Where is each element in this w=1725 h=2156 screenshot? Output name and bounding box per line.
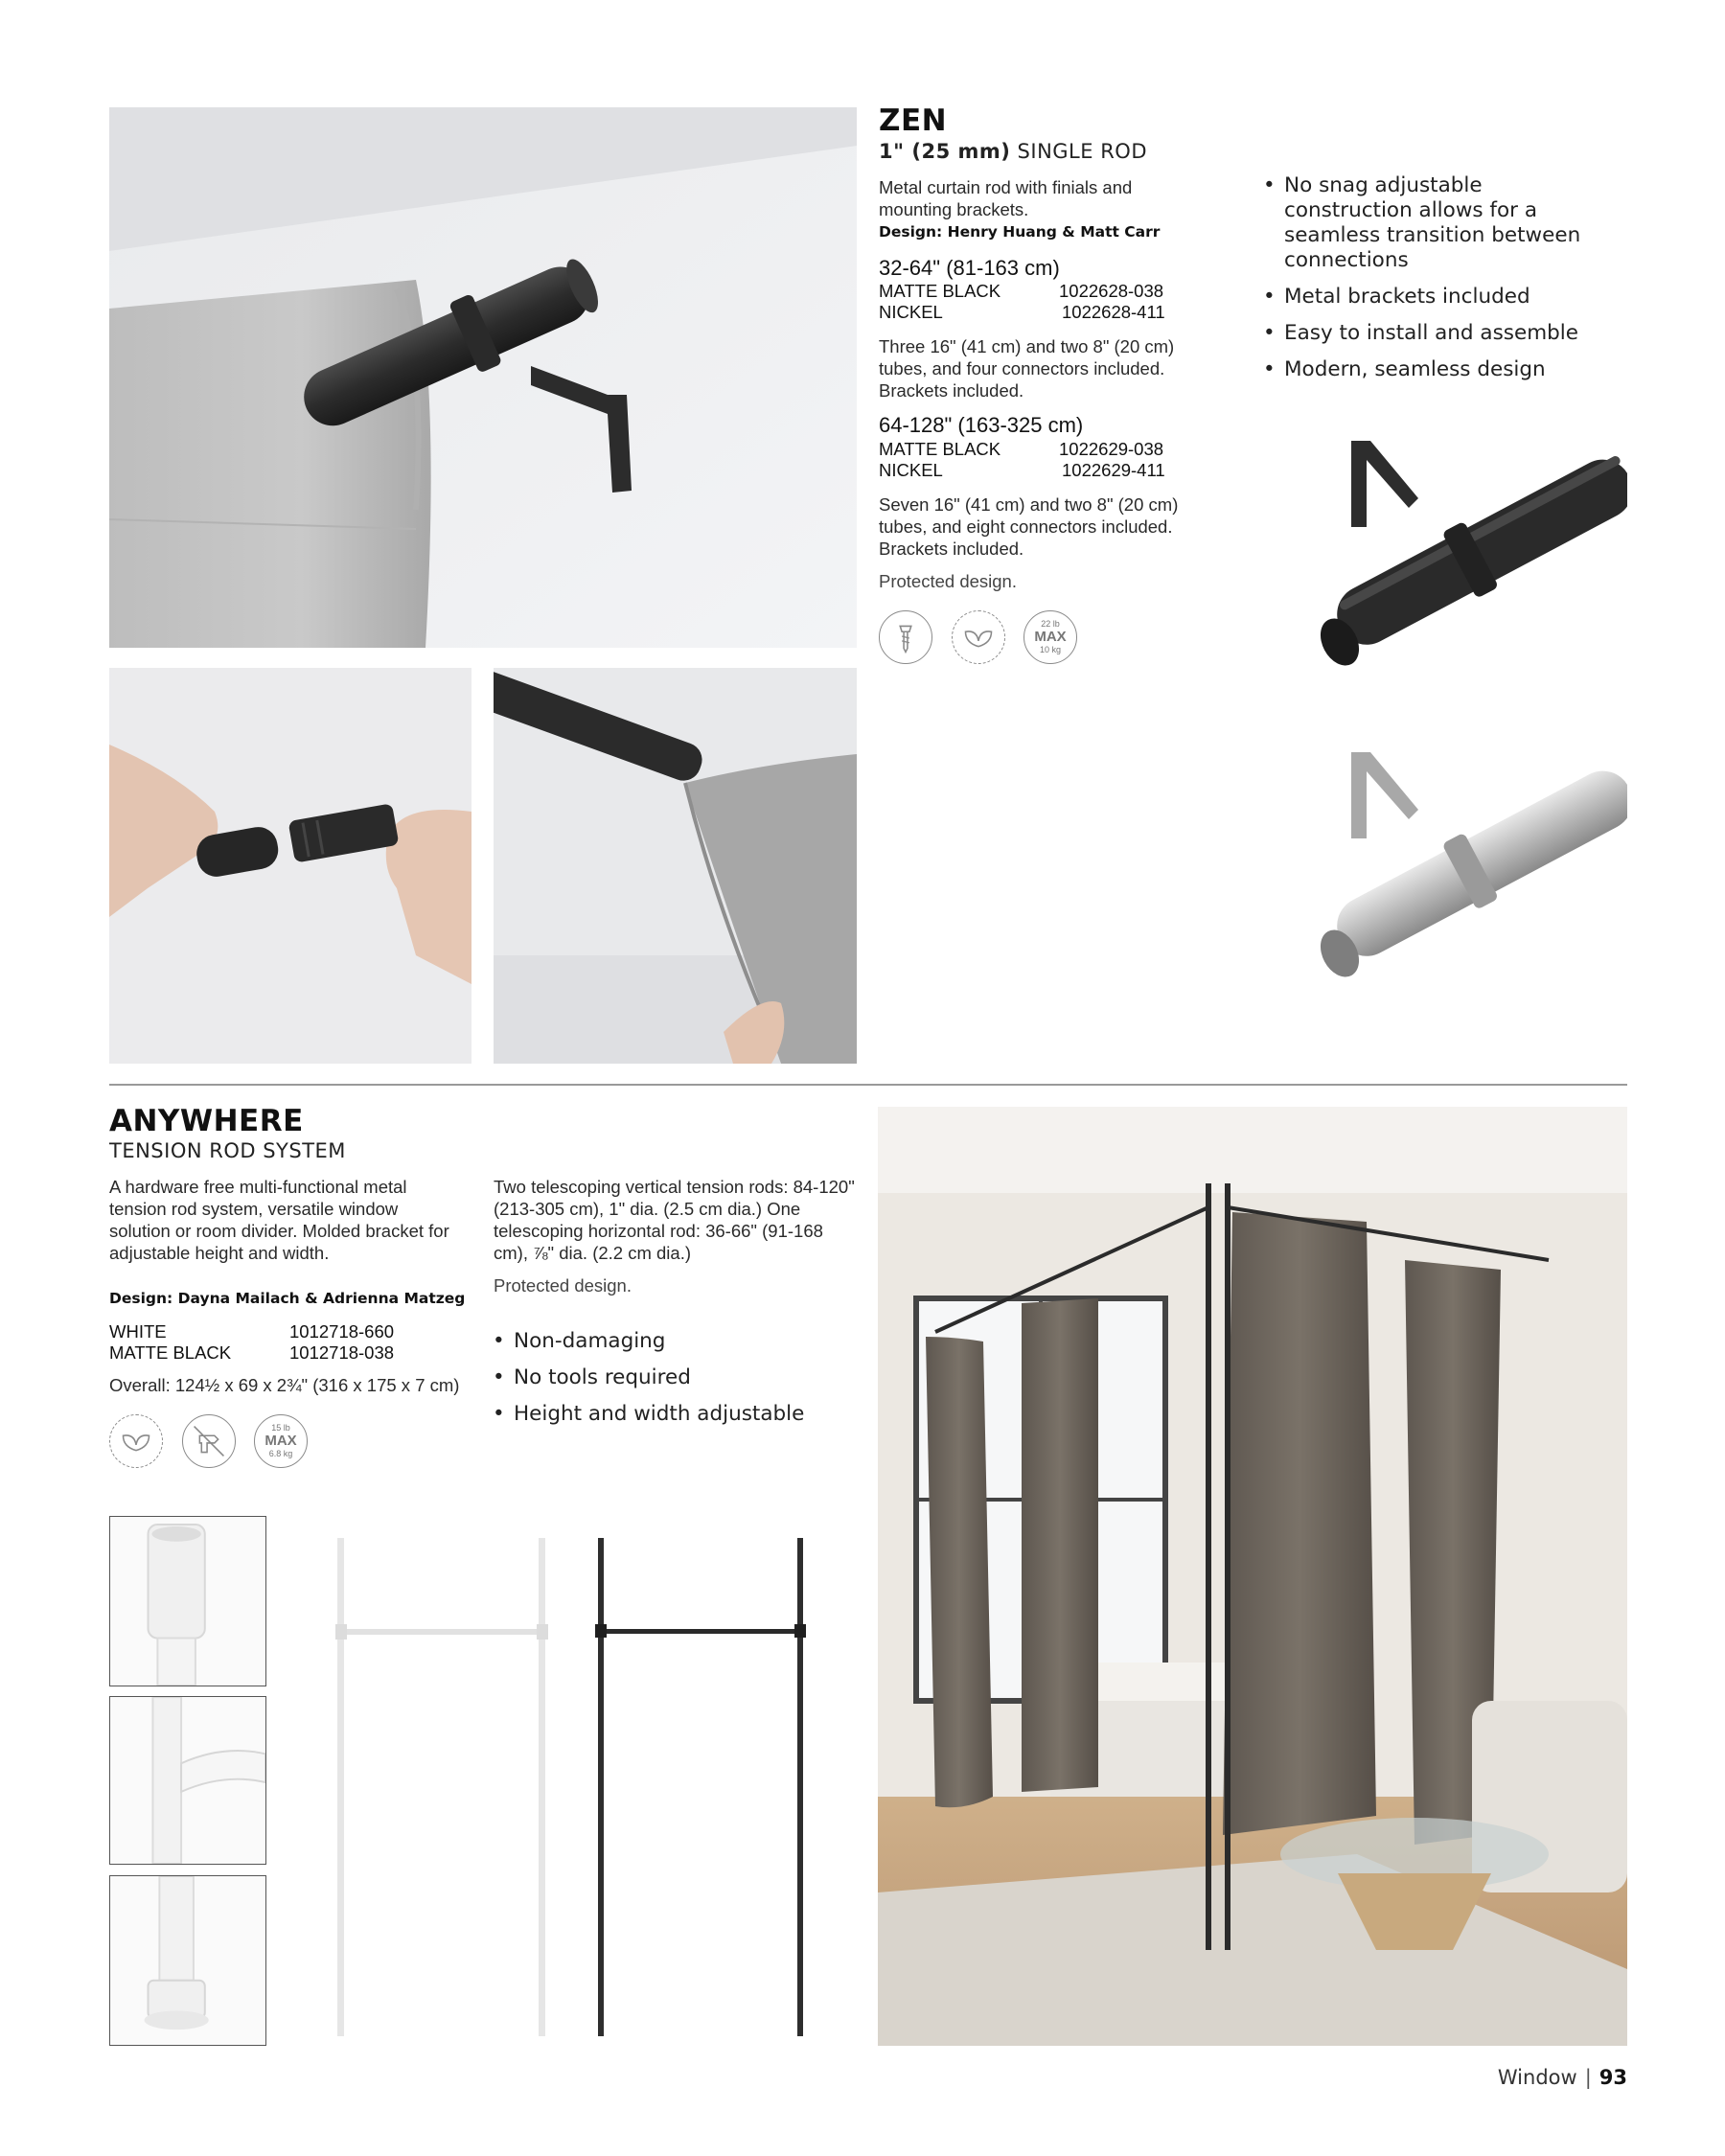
sku-row — [879, 460, 1185, 481]
sku-code: 1022629-411 — [1062, 460, 1165, 480]
zen-features-list — [1261, 173, 1616, 394]
zen-size-1: 32-64" (81-163 cm) — [879, 256, 1060, 280]
footer-separator: | — [1584, 2066, 1592, 2089]
zen-connector-photo — [109, 668, 472, 1064]
anywhere-room-photo — [878, 1107, 1627, 2046]
eco-leaf-icon — [109, 1414, 163, 1468]
sku-row — [879, 302, 1185, 323]
anywhere-title: ANYWHERE — [109, 1104, 304, 1138]
section-divider — [109, 1084, 1627, 1086]
sku-row — [879, 439, 1185, 460]
anywhere-white-frame-product — [326, 1538, 556, 2036]
zen-protected-note: Protected design. — [879, 571, 1017, 591]
list-item: • Easy to install and assemble — [1261, 321, 1616, 346]
sku-code: 1022628-411 — [1062, 302, 1165, 322]
zen-size-1-contents: Three 16" (41 cm) and two 8" (20 cm) tubes, and four connectors included. Brackets included. — [879, 336, 1175, 401]
zen-main-photo — [109, 107, 857, 648]
anywhere-protected-note: Protected design. — [494, 1275, 632, 1296]
sku-code: 1022628-038 — [1059, 281, 1164, 301]
anywhere-features-list — [491, 1329, 855, 1438]
zen-title: ZEN — [879, 103, 948, 138]
list-item: • Non-damaging — [491, 1329, 855, 1354]
anywhere-description: A hardware free multi-functional metal tension rod system, versatile window solution or room divider. Molded bracket for adjustable height and width. — [109, 1177, 449, 1263]
footer-section-name: Window — [1497, 2066, 1577, 2089]
max-weight-label: MAX — [1034, 629, 1067, 645]
anywhere-detail-foot — [109, 1875, 266, 2046]
anywhere-subtitle: TENSION ROD SYSTEM — [109, 1139, 346, 1162]
zen-nickel-product — [1284, 723, 1627, 982]
list-item: • No snag adjustable construction allows for a seamless transition between connections — [1261, 173, 1616, 273]
no-drill-icon — [182, 1414, 236, 1468]
sku-finish: NICKEL — [879, 302, 943, 322]
page-number: 93 — [1598, 2066, 1627, 2089]
sku-finish: MATTE BLACK — [879, 439, 1001, 459]
zen-description: Metal curtain rod with finials and mounting brackets. — [879, 177, 1133, 219]
sku-finish: MATTE BLACK — [109, 1342, 232, 1363]
anywhere-detail-cap — [109, 1516, 266, 1686]
zen-size-2: 64-128" (163-325 cm) — [879, 413, 1084, 437]
zen-curtain-photo — [494, 668, 857, 1064]
max-weight-lb: 15 lb — [271, 1423, 290, 1433]
max-weight-kg: 6.8 kg — [268, 1449, 293, 1458]
max-weight-icon — [254, 1414, 308, 1468]
sku-code: 1012718-660 — [289, 1321, 395, 1342]
page-footer — [1498, 2066, 1627, 2089]
max-weight-label: MAX — [264, 1433, 297, 1449]
list-item: • Modern, seamless design — [1261, 357, 1616, 382]
zen-size-2-skus — [879, 439, 1185, 481]
list-item: • Height and width adjustable — [491, 1402, 855, 1427]
anywhere-overall-dimensions: Overall: 124½ x 69 x 2¾" (316 x 175 x 7 cm) — [109, 1375, 460, 1395]
eco-leaf-icon — [952, 610, 1005, 664]
zen-matte-black-product — [1284, 412, 1627, 671]
sku-code: 1022629-038 — [1059, 439, 1164, 459]
max-weight-icon — [1024, 610, 1077, 664]
zen-subtitle-diameter: 1" (25 mm) — [879, 140, 1011, 163]
zen-subtitle — [879, 140, 1147, 163]
sku-row — [109, 1342, 435, 1364]
sku-row — [879, 281, 1185, 302]
screw-icon — [879, 610, 932, 664]
zen-size-2-contents: Seven 16" (41 cm) and two 8" (20 cm) tubes, and eight connectors included. Brackets included. — [879, 494, 1179, 559]
anywhere-designers: Design: Dayna Mailach & Adrienna Matzeg — [109, 1290, 466, 1307]
sku-finish: WHITE — [109, 1321, 167, 1342]
anywhere-skus — [109, 1321, 435, 1364]
sku-code: 1012718-038 — [289, 1342, 395, 1363]
max-weight-lb: 22 lb — [1041, 619, 1060, 629]
sku-row — [109, 1321, 435, 1342]
sku-finish: MATTE BLACK — [879, 281, 1001, 301]
list-item: • No tools required — [491, 1365, 855, 1390]
anywhere-detail-bracket — [109, 1696, 266, 1865]
anywhere-black-frame-product — [586, 1538, 816, 2036]
zen-size-1-skus — [879, 281, 1185, 323]
anywhere-rods-spec: Two telescoping vertical tension rods: 84-120" (213-305 cm), 1" dia. (2.5 cm dia.) One telescoping horizontal rod: 36-66" (91-168 cm), ⅞" dia. (2.2 cm dia.) — [494, 1177, 855, 1263]
max-weight-kg: 10 kg — [1039, 645, 1062, 654]
zen-subtitle-type: SINGLE ROD — [1017, 140, 1147, 163]
zen-designers: Design: Henry Huang & Matt Carr — [879, 223, 1161, 241]
list-item: • Metal brackets included — [1261, 285, 1616, 310]
sku-finish: NICKEL — [879, 460, 943, 480]
